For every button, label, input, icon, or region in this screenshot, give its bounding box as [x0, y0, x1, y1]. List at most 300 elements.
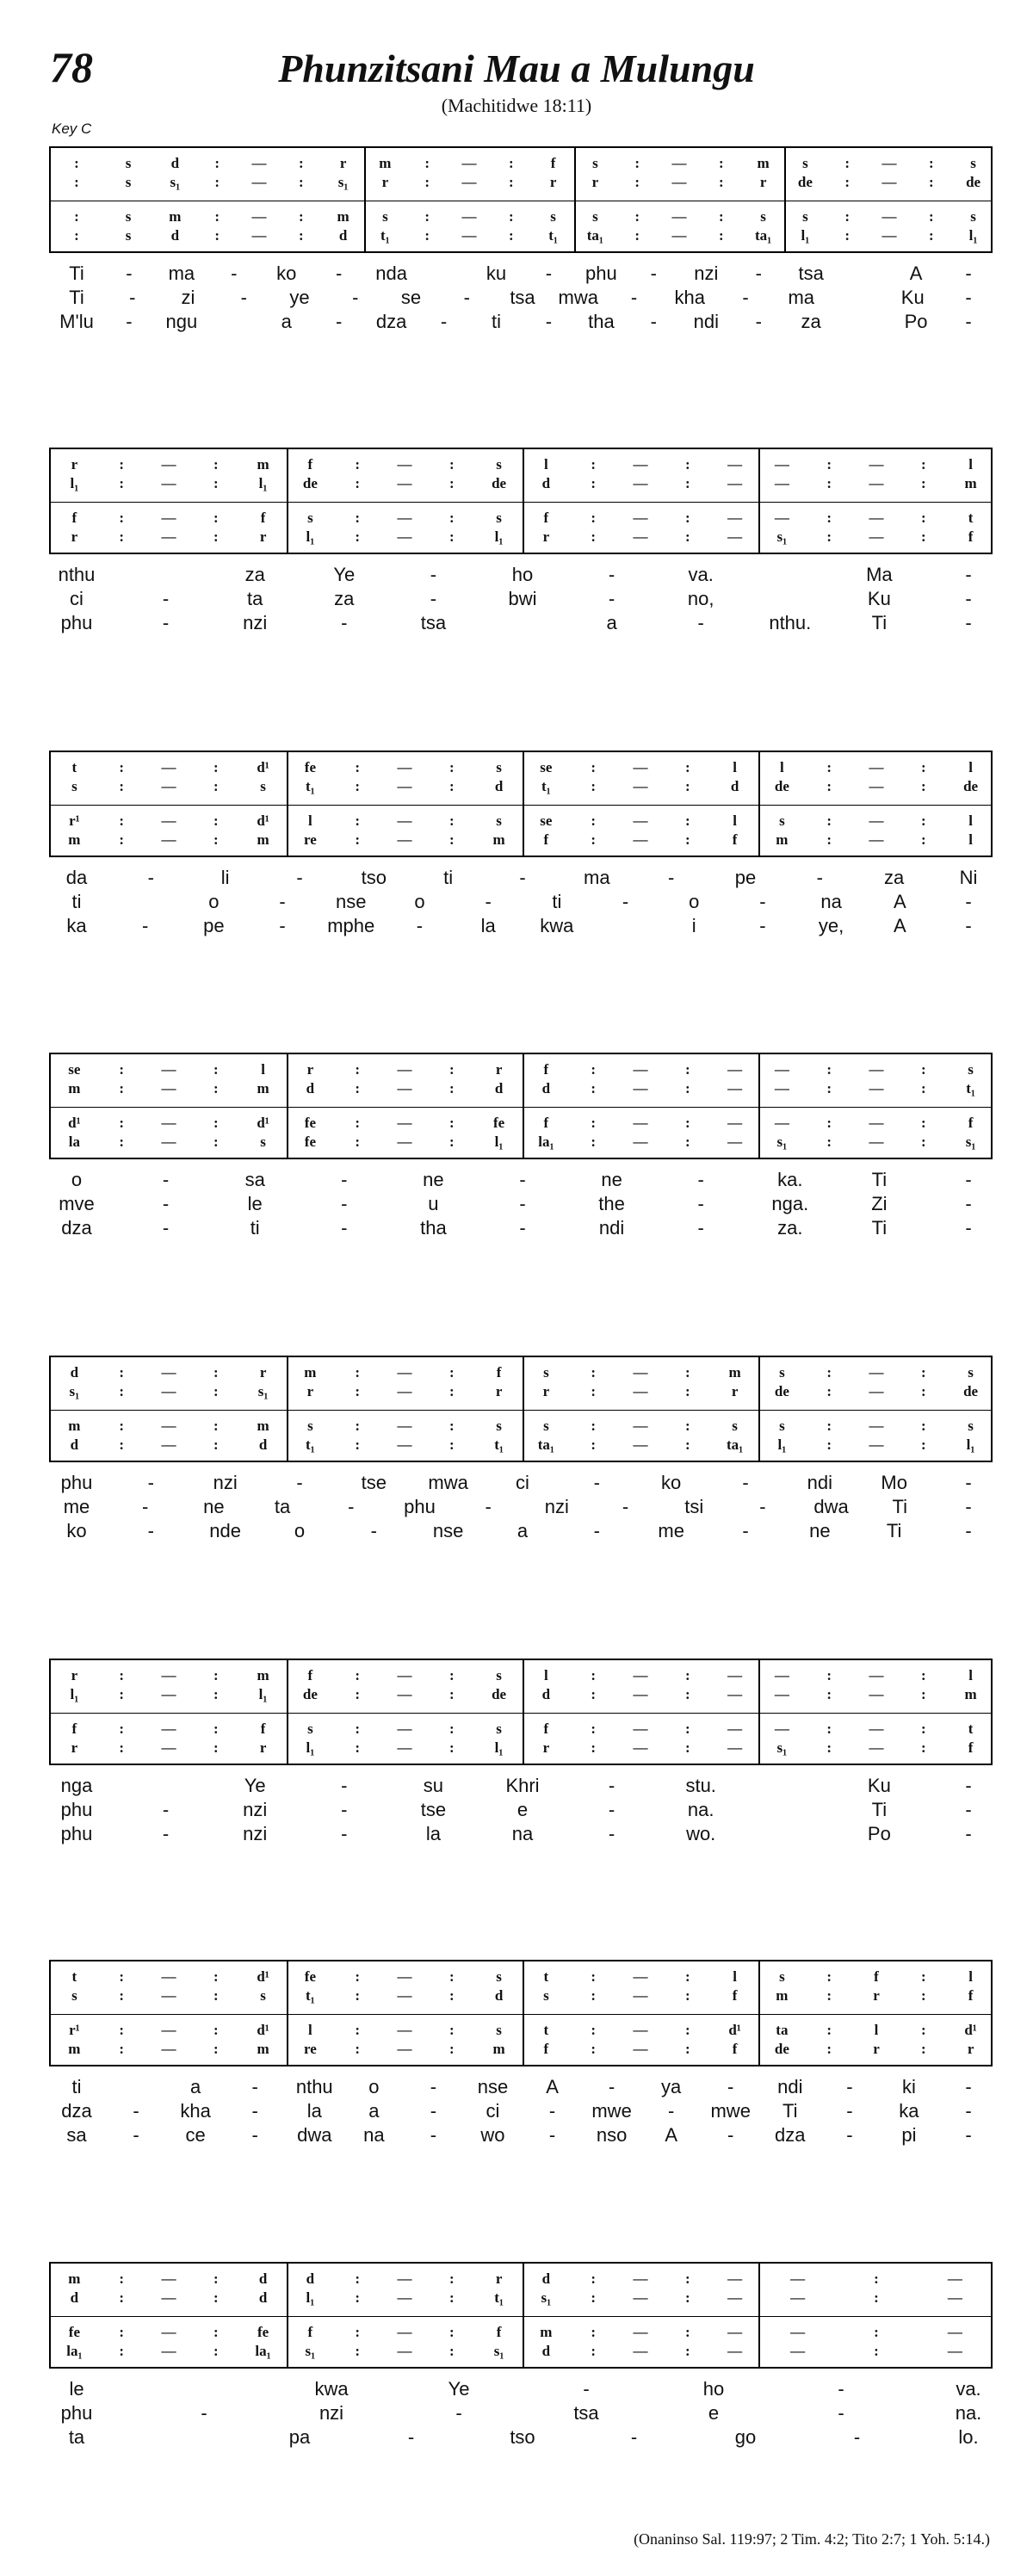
solfa-note: — [161, 831, 176, 848]
solfa-note: r [71, 456, 78, 473]
key-signature: Key C [52, 120, 92, 137]
lyric-syllable: nzi [243, 1799, 268, 1820]
solfa-note: : [591, 1968, 597, 1985]
solfa-note: — [633, 2022, 648, 2038]
solfa-note: — [869, 831, 884, 848]
lyric-syllable: stu. [685, 1775, 716, 1796]
voice-part-row [51, 1435, 991, 1455]
solfa-note: — [633, 778, 648, 794]
lyric-syllable: - [630, 287, 638, 308]
solfa-note: — [633, 1364, 648, 1381]
solfa-note: de [774, 1383, 789, 1399]
lyric-syllable: - [341, 1775, 348, 1796]
solfa-note: l [261, 1061, 265, 1078]
solfa-note: r [495, 1061, 503, 1078]
solfa-note: : [119, 456, 125, 473]
solfa-note: : [74, 174, 79, 190]
voice-part-row [51, 1362, 991, 1383]
lyric-syllable: Ye [244, 1775, 266, 1796]
lyric-syllable: o [689, 891, 700, 912]
solfa-note: : [355, 1061, 361, 1078]
lyric-syllable: - [846, 2076, 853, 2097]
lyric-syllable: pi [901, 2124, 917, 2146]
solfa-note: : [591, 456, 597, 473]
solfa-note: : [826, 1720, 832, 1737]
solfa-note: — [161, 1968, 176, 1985]
lyric-syllable: - [608, 564, 615, 585]
solfa-note: s [307, 1720, 313, 1737]
solfa-note: : [355, 2343, 361, 2359]
solfa-note: : [826, 1364, 832, 1381]
lyric-syllable: mwe [591, 2100, 632, 2122]
lyric-syllable: tsa [573, 2402, 599, 2424]
lyric-syllable: phu [60, 1823, 93, 1844]
lyric-syllable: - [279, 891, 286, 912]
solfa-note: : [684, 510, 690, 526]
lyric-syllable: - [485, 891, 492, 912]
lyric-syllable: - [147, 1472, 154, 1493]
solfa-note: : [844, 208, 851, 225]
solfa-note: : [718, 174, 724, 190]
solfa-note: : [119, 759, 125, 775]
solfa-note: — [397, 2041, 412, 2057]
staff-system [49, 1053, 993, 1159]
solfa-note: : [826, 1134, 832, 1150]
voice-part-row [51, 1738, 991, 1758]
solfa-note: l [874, 2022, 879, 2038]
solfa-note: r [71, 1667, 78, 1683]
lyric-syllable: sa [66, 2124, 87, 2146]
solfa-note: : [213, 831, 219, 848]
solfa-note: m [728, 1364, 741, 1381]
lyric-syllable: dwa [813, 1496, 849, 1517]
solfa-note: : [213, 1115, 219, 1131]
solfa-note: s [496, 1418, 502, 1434]
lyric-syllable: ho [511, 564, 534, 585]
solfa-note: : [920, 1115, 926, 1131]
lyric-syllable: - [162, 1193, 170, 1214]
lyric-syllable: ho [702, 2378, 725, 2400]
solfa-note: f [732, 1987, 738, 2004]
lyric-syllable: go [734, 2426, 757, 2448]
solfa-note: fe [492, 1115, 505, 1131]
lyric-syllable: ma [584, 867, 610, 888]
solfa-note: t [71, 1968, 77, 1985]
solfa-note: — [633, 1720, 648, 1737]
lyric-syllable: Zi [871, 1193, 888, 1214]
solfa-note: de [492, 1686, 507, 1702]
solfa-note: m [257, 2041, 269, 2057]
lyric-syllable: - [667, 2100, 675, 2122]
solfa-note: : [508, 155, 514, 171]
solfa-note: r [259, 1739, 267, 1756]
lyric-syllable: phu [60, 1472, 93, 1493]
lyric-syllable: - [965, 1193, 972, 1214]
solfa-note: — [869, 528, 884, 545]
solfa-note: — [727, 2270, 743, 2287]
solfa-note: l [968, 831, 973, 848]
solfa-note: — [161, 812, 176, 829]
solfa-note: m [776, 831, 789, 848]
solfa-note: d [541, 475, 551, 491]
solfa-note: : [826, 1667, 832, 1683]
solfa-note: — [397, 1987, 412, 2004]
lyric-syllable: ta [274, 1496, 291, 1517]
solfa-note: f [71, 510, 77, 526]
solfa-note: — [727, 2343, 743, 2359]
solfa-note: : [684, 1968, 690, 1985]
lyric-syllable: mwe [710, 2100, 751, 2122]
lyric-syllable: M'lu [59, 311, 94, 332]
solfa-note: — [161, 1987, 176, 2004]
solfa-note: t₁ [548, 227, 558, 244]
solfa-note: — [727, 2324, 743, 2340]
lyric-syllable: - [440, 311, 448, 332]
solfa-note: d [730, 778, 739, 794]
lyric-syllable: i [691, 915, 696, 936]
solfa-note: : [448, 2270, 455, 2287]
lyric-syllable: - [519, 867, 526, 888]
solfa-note: m [492, 2041, 505, 2057]
voice-part-row [51, 2269, 991, 2289]
solfa-note: : [213, 2343, 219, 2359]
solfa-note: : [355, 1115, 361, 1131]
lyric-syllable: nso [596, 2124, 628, 2146]
solfa-note: de [963, 778, 979, 794]
solfa-note: t₁ [306, 1436, 315, 1453]
solfa-note: l₁ [968, 227, 978, 244]
lyric-syllable: Ti [892, 1496, 908, 1517]
solfa-note: : [684, 1987, 690, 2004]
lyric-line-verse-3 [59, 2123, 982, 2147]
lyric-syllable: - [430, 2124, 437, 2146]
lyric-syllable: nse [432, 1520, 464, 1541]
solfa-note: — [397, 1739, 412, 1756]
lyric-syllable: su [423, 1775, 444, 1796]
voice-part-row [51, 1967, 991, 1987]
voice-part-row [51, 1416, 991, 1436]
solfa-note: : [920, 1364, 926, 1381]
lyric-syllable: - [816, 867, 823, 888]
lyric-syllable: la [480, 915, 496, 936]
solfa-note: — [397, 778, 412, 794]
solfa-note: t₁ [380, 227, 390, 244]
voice-part-row [51, 1059, 991, 1080]
solfa-note: : [591, 778, 597, 794]
solfa-note: l [308, 812, 312, 829]
staff-divider [51, 1107, 991, 1108]
lyric-syllable: ndi [777, 2076, 803, 2097]
lyric-syllable: tsa [798, 263, 824, 284]
lyric-syllable: li [220, 867, 230, 888]
solfa-note: : [684, 1134, 690, 1150]
solfa-note: m [257, 831, 269, 848]
solfa-note: — [161, 2324, 176, 2340]
solfa-note: : [355, 1080, 361, 1096]
solfa-note: l₁ [494, 528, 504, 545]
lyric-syllable: ti [552, 891, 562, 912]
solfa-note: — [869, 1686, 884, 1702]
solfa-note: d [494, 1080, 504, 1096]
solfa-note: de [774, 2041, 789, 2057]
solfa-note: t [543, 2022, 549, 2038]
solfa-note: : [591, 2022, 597, 2038]
solfa-note: : [119, 778, 125, 794]
solfa-note: : [591, 1364, 597, 1381]
solfa-note: : [355, 1364, 361, 1381]
solfa-note: : [355, 812, 361, 829]
solfa-note: m [257, 1667, 269, 1683]
lyric-syllable: pe [203, 915, 225, 936]
lyric-syllable: - [853, 2426, 861, 2448]
lyric-syllable: tha [588, 311, 615, 332]
solfa-note: : [920, 510, 926, 526]
solfa-note: : [119, 1061, 125, 1078]
solfa-note: l₁ [494, 1739, 504, 1756]
lyric-syllable: o [294, 1520, 306, 1541]
solfa-note: : [119, 1134, 125, 1150]
lyric-syllable: ka [66, 915, 87, 936]
solfa-note: — [161, 778, 176, 794]
lyric-syllable: - [965, 891, 972, 912]
solfa-note: — [461, 174, 477, 190]
lyric-line-verse-1 [59, 1774, 982, 1798]
lyric-syllable: - [759, 915, 766, 936]
solfa-note: s [496, 510, 502, 526]
solfa-note: : [213, 1383, 219, 1399]
solfa-note: d [70, 2289, 79, 2306]
solfa-note: : [119, 1739, 125, 1756]
solfa-note: : [119, 1115, 125, 1131]
solfa-note: : [355, 1686, 361, 1702]
solfa-note: f [543, 831, 549, 848]
solfa-note: — [727, 1686, 743, 1702]
solfa-note: — [727, 1667, 743, 1683]
solfa-note: : [684, 1115, 690, 1131]
solfa-note: — [461, 227, 477, 244]
lyric-syllable: mwa [558, 287, 598, 308]
lyric-syllable: na [363, 2124, 385, 2146]
voice-part-row [51, 811, 991, 831]
lyric-syllable: kha [674, 287, 705, 308]
solfa-note: : [213, 2041, 219, 2057]
lyric-syllable: Ku [867, 588, 891, 609]
solfa-note: : [591, 528, 597, 545]
lyric-syllable: - [147, 1520, 154, 1541]
solfa-note: de [966, 174, 981, 190]
lyric-syllable: nzi [319, 2402, 344, 2424]
solfa-note: fe [304, 1115, 316, 1131]
voice-part-row [51, 473, 991, 494]
lyric-syllable: A [909, 263, 923, 284]
lyric-syllable: tsa [420, 612, 447, 633]
solfa-note: : [920, 812, 926, 829]
lyric-syllable: - [519, 1193, 526, 1214]
solfa-note: : [119, 1364, 125, 1381]
staff-system [49, 2262, 993, 2369]
solfa-note: f [496, 1364, 502, 1381]
solfa-note: s [307, 1418, 313, 1434]
solfa-note: : [844, 227, 851, 244]
solfa-note: — [633, 1686, 648, 1702]
voice-part-row [51, 2288, 991, 2308]
solfa-note: — [633, 1134, 648, 1150]
staff-divider [51, 1410, 991, 1411]
solfa-note: d¹ [728, 2022, 741, 2038]
solfa-note: : [214, 174, 220, 190]
solfa-note: : [591, 759, 597, 775]
lyric-syllable: - [296, 1472, 303, 1493]
lyric-syllable: nthu [58, 564, 96, 585]
solfa-note: r [381, 174, 389, 190]
solfa-note: : [448, 456, 455, 473]
solfa-note: l₁ [777, 1436, 787, 1453]
solfa-note: : [119, 2343, 125, 2359]
solfa-note: : [684, 1739, 690, 1756]
solfa-note: m [964, 475, 977, 491]
solfa-note: : [424, 227, 430, 244]
lyric-syllable: Ti [871, 612, 888, 633]
solfa-note: — [727, 456, 743, 473]
lyric-syllable: - [341, 1169, 348, 1190]
lyric-syllable: nthu. [769, 612, 812, 633]
solfa-note: d [494, 1987, 504, 2004]
lyric-syllable: o [208, 891, 220, 912]
lyric-syllable: - [727, 2076, 734, 2097]
solfa-note: m [304, 1364, 317, 1381]
lyric-syllable: - [548, 2124, 556, 2146]
solfa-note: se [68, 1061, 81, 1078]
solfa-note: r [873, 2041, 880, 2057]
solfa-note: : [355, 1383, 361, 1399]
staff-system [49, 146, 993, 253]
solfa-note: : [874, 2343, 879, 2359]
solfa-note: r [259, 1364, 267, 1381]
solfa-note: l [968, 1968, 973, 1985]
solfa-note: : [355, 759, 361, 775]
lyric-line-verse-3 [59, 611, 982, 635]
solfa-note: d¹ [257, 1968, 269, 1985]
solfa-note: : [920, 1686, 926, 1702]
lyric-syllable: - [965, 612, 972, 633]
lyric-syllable: - [133, 2124, 139, 2146]
lyric-syllable: - [162, 1217, 170, 1239]
solfa-note: : [119, 812, 125, 829]
solfa-note: : [298, 208, 304, 225]
solfa-note: : [826, 1987, 832, 2004]
lyric-syllable: a [516, 1520, 529, 1541]
solfa-note: : [214, 155, 220, 171]
solfa-note: — [397, 1667, 412, 1683]
solfa-note: : [213, 528, 219, 545]
solfa-note: f [260, 510, 266, 526]
solfa-note: t₁ [494, 1436, 504, 1453]
solfa-note: s₁ [337, 174, 349, 190]
lyric-syllable: ne [203, 1496, 225, 1517]
solfa-note: f [732, 831, 738, 848]
solfa-note: l [733, 759, 737, 775]
lyric-syllable: - [231, 263, 238, 284]
lyric-syllable: za [801, 311, 821, 332]
lyric-syllable: nda [375, 263, 407, 284]
lyric-syllable: - [341, 1799, 348, 1820]
lyric-syllable: - [341, 1217, 348, 1239]
solfa-note: : [718, 227, 724, 244]
lyric-syllable: bwi [508, 588, 537, 609]
solfa-note: — [869, 456, 884, 473]
solfa-note: r [549, 174, 557, 190]
solfa-note: : [684, 2270, 690, 2287]
lyric-syllable: dwa [297, 2124, 332, 2146]
lyric-syllable: - [630, 2426, 638, 2448]
lyric-syllable: nse [477, 2076, 509, 2097]
lyric-syllable: - [650, 263, 657, 284]
solfa-note: : [355, 1436, 361, 1453]
solfa-note: — [633, 759, 648, 775]
solfa-note: : [119, 1686, 125, 1702]
lyric-line-verse-2 [59, 1798, 982, 1822]
lyric-syllable: Ti [871, 1217, 888, 1239]
solfa-note: — [161, 2041, 176, 2057]
lyric-syllable: da [65, 867, 88, 888]
lyric-syllable: - [697, 612, 704, 633]
solfa-note: : [448, 759, 455, 775]
solfa-note: : [74, 227, 79, 244]
solfa-note: — [397, 1418, 412, 1434]
solfa-note: s [260, 1134, 266, 1150]
solfa-note: : [448, 475, 455, 491]
lyric-syllable: - [296, 867, 303, 888]
lyric-syllable: - [759, 1496, 766, 1517]
solfa-note: l₁ [258, 475, 268, 491]
solfa-note: : [119, 2022, 125, 2038]
solfa-note: s [779, 812, 785, 829]
lyric-syllable: zi [181, 287, 195, 308]
solfa-note: : [119, 1436, 125, 1453]
solfa-note: : [826, 456, 832, 473]
lyric-syllable: - [965, 2124, 972, 2146]
solfa-note: s [968, 1061, 974, 1078]
lyric-syllable: na. [687, 1799, 714, 1820]
solfa-note: : [448, 778, 455, 794]
solfa-note: : [826, 1061, 832, 1078]
solfa-note: — [881, 174, 897, 190]
solfa-note: f [543, 510, 549, 526]
solfa-note: l [308, 2022, 312, 2038]
solfa-note: : [591, 812, 597, 829]
solfa-note: — [161, 528, 176, 545]
lyric-syllable: - [251, 2076, 258, 2097]
solfa-note: d [541, 2343, 551, 2359]
lyric-syllable: - [742, 287, 749, 308]
solfa-note: : [920, 1987, 926, 2004]
solfa-note: ta₁ [537, 1436, 555, 1453]
solfa-note: s [550, 208, 556, 225]
lyric-syllable: - [133, 2100, 139, 2122]
solfa-note: : [684, 2289, 690, 2306]
solfa-note: : [213, 2022, 219, 2038]
solfa-note: fe [304, 1134, 316, 1150]
solfa-note: s₁ [69, 1383, 80, 1399]
lyric-syllable: ye [289, 287, 310, 308]
solfa-note: : [591, 2289, 597, 2306]
solfa-note: f [307, 456, 313, 473]
solfa-note: — [633, 510, 648, 526]
solfa-note: — [251, 208, 267, 225]
solfa-note: — [251, 227, 267, 244]
solfa-note: : [920, 1739, 926, 1756]
solfa-note: s₁ [170, 174, 181, 190]
